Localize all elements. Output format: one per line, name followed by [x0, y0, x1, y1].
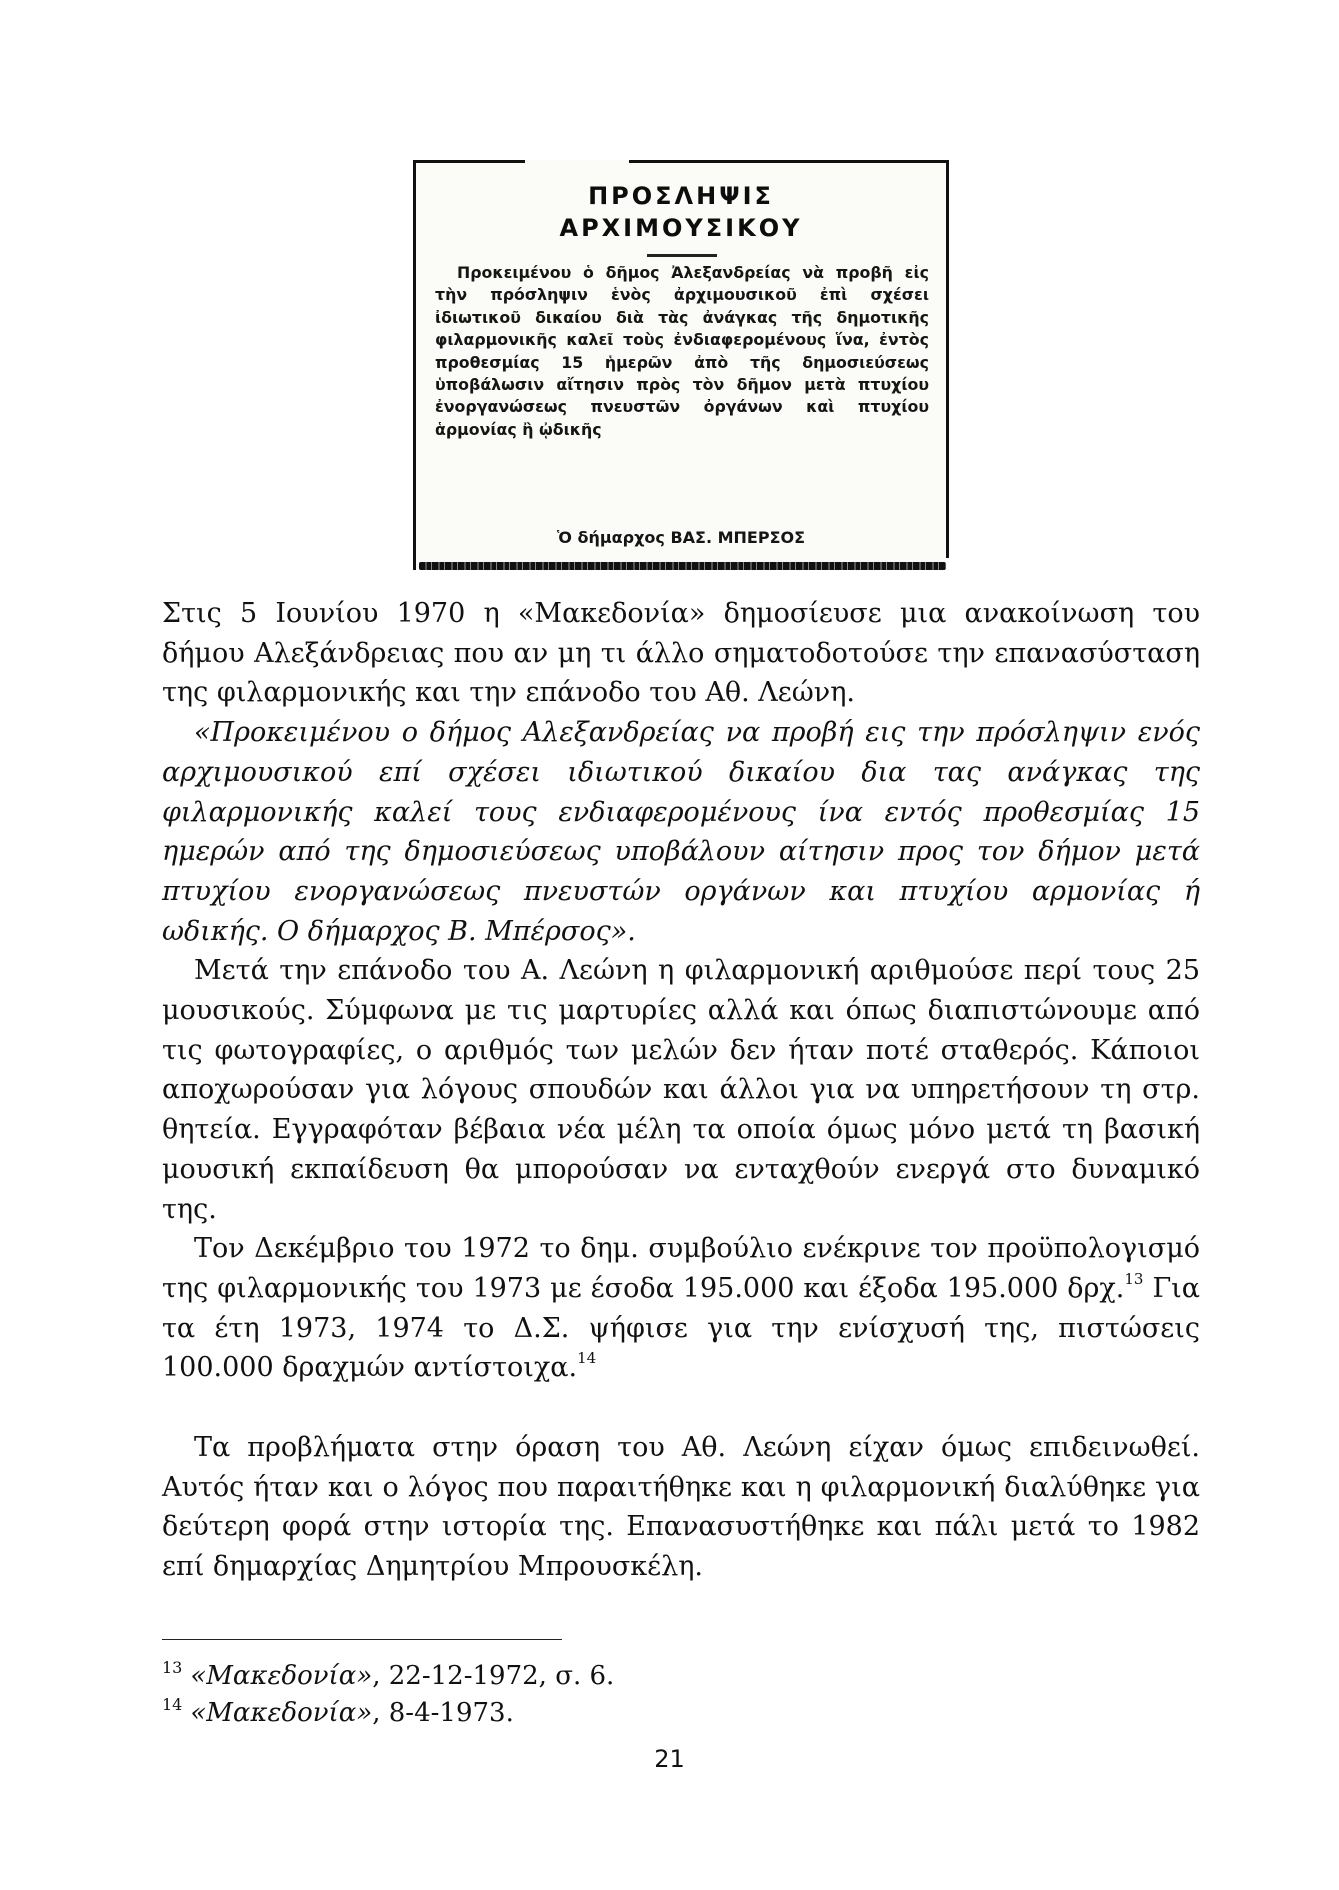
footnote-ref-14[interactable]: 14: [577, 1349, 597, 1368]
clipping-bottom-border: [419, 562, 946, 570]
footnote-ref-13[interactable]: 13: [1124, 1269, 1144, 1288]
clipping-signature: Ὁ δήμαρχος ΒΑΣ. ΜΠΕΡΣΟΣ: [556, 528, 806, 547]
paragraph-quote: «Προκειμένου ο δήμος Αλεξανδρείας να προβή εις την πρόσληψιν ενός αρχιμουσικού επί σχέσει ιδιωτικού δικαίου δια τας ανάγκας της φιλαρμονικής καλεί τους ενδιαφερομένους ίνα εντός προθεσμίας 15 ημερών από της δημοσιεύσεως υποβάλουν αίτησιν προς τον δήμον μετά πτυχίου ενοργανώσεως πνευστών οργάνων και πτυχίου αρμονίας ή ωδικής. Ο δήμαρχος Β. Μπέρσος».: [162, 717, 1200, 947]
clipping-left-border: [413, 160, 416, 570]
footnote-14: [162, 1697, 1062, 1729]
clipping-heading-line2: ΑΡΧΙΜΟΥΣΙΚΟΥ: [559, 214, 803, 242]
clipping-right-border: [946, 160, 949, 558]
footnote-source: «Μακεδονία»: [190, 1661, 373, 1691]
footnote-number: 14: [162, 1695, 183, 1714]
paragraph-4-part2: Για τα έτη 1973, 1974 το Δ.Σ. ψήφισε για την ενίσχυσή της, πιστώσεις 100.000 δραχμών αντίστοιχα.: [162, 1272, 1200, 1384]
paragraph-3: Μετά την επάνοδο του Α. Λεώνη η φιλαρμονική αριθμούσε περί τους 25 μουσικούς. Σύμφωνα με τις μαρτυρίες αλλά και όπως διαπιστώνουμε από τις φωτογραφίες, ο αριθμός των μελών δεν ήταν ποτέ σταθερός. Κάποιοι αποχωρούσαν για λόγους σπουδών και άλλοι για να υπηρετήσουν τη στρ. θητεία. Εγγραφόταν βέβαια νέα μέλη τα οποία όμως μόνο μετά τη βασική μουσική εκπαίδευση θα μπορούσαν να ενταχθούν ενεργά στο δυναμικό της.: [162, 955, 1200, 1225]
footnote-details: , 22-12-1972, σ. 6.: [372, 1661, 615, 1691]
paragraph-4: [162, 1229, 1200, 1388]
paragraph-5: Τα προβλήματα στην όραση του Αθ. Λεώνη είχαν όμως επιδεινωθεί. Αυτός ήταν και ο λόγος που παραιτήθηκε και η φιλαρμονική διαλύθηκε για δεύτερη φορά στην ιστορία της. Επανασυστήθηκε και πάλι μετά το 1982 επί δημαρχίας Δημητρίου Μπρουσκέλη.: [162, 1432, 1200, 1583]
page-number: 21: [654, 1745, 685, 1773]
footnote-details: , 8-4-1973.: [372, 1698, 514, 1728]
footnote-source: «Μακεδονία»: [190, 1698, 373, 1728]
newspaper-clipping: [413, 160, 949, 570]
clipping-top-border: [413, 160, 949, 163]
footnote-separator: [162, 1639, 562, 1640]
main-text: [162, 594, 1200, 1587]
paragraph-1: Στις 5 Ιουνίου 1970 η «Μακεδονία» δημοσίευσε μια ανακοίνωση του δήμου Αλεξάνδρειας που αν μη τι άλλο σηματοδοτούσε την επανασύσταση της φιλαρμονικής και την επάνοδο του Αθ. Λεώνη.: [162, 598, 1200, 709]
footnote-number: 13: [162, 1658, 183, 1677]
clipping-body: Προκειμένου ὁ δῆμος Ἀλεξανδρείας νὰ προβῆ εἰς τὴν πρόσληψιν ἑνὸς ἀρχιμουσικοῦ ἐπὶ σχέσει ἰδιωτικοῦ δικαίου διὰ τὰς ἀνάγκας τῆς δημοτικῆς φιλαρμονικῆς καλεῖ τοὺς ἐνδιαφερομένους ἵνα, ἐντὸς προθεσμίας 15 ἡμερῶν ἀπὸ τῆς δημοσιεύσεως ὑποβάλωσιν αἴτησιν πρὸς τὸν δῆμον μετὰ πτυχίου ἐνοργανώσεως πνευστῶν ὀργάνων καὶ πτυχίου ἁρμονίας ἢ ᾠδικῆς: [435, 263, 929, 439]
clipping-heading-line1: ΠΡΟΣΛΗΨΙΣ: [588, 182, 774, 210]
footnote-13: [162, 1660, 1062, 1692]
clipping-heading-rule: [647, 254, 717, 257]
paragraph-4-part1: Τον Δεκέμβριο του 1972 το δημ. συμβούλιο ενέκρινε τον προϋπολογισμό της φιλαρμονικής του 1973 με έσοδα 195.000 και έξοδα 195.000 δρχ.: [162, 1233, 1200, 1304]
